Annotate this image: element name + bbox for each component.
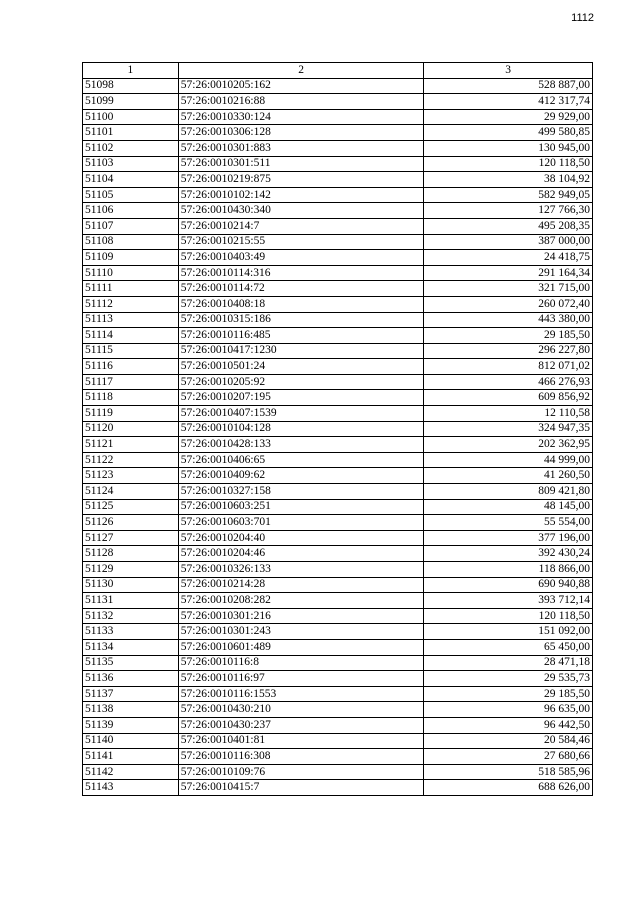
table-row	[83, 312, 593, 328]
value-cell: 202 362,95	[424, 437, 593, 453]
cadastral-number-cell: 57:26:0010205:92	[178, 374, 424, 390]
row-number-cell: 51142	[83, 764, 179, 780]
table-row	[83, 780, 593, 796]
cadastral-number-cell: 57:26:0010407:1539	[178, 406, 424, 422]
value-cell: 48 145,00	[424, 499, 593, 515]
value-cell: 96 442,50	[424, 717, 593, 733]
cadastral-number-cell: 57:26:0010116:485	[178, 328, 424, 344]
table-row	[83, 749, 593, 765]
value-cell: 609 856,92	[424, 390, 593, 406]
table-row	[83, 733, 593, 749]
value-cell: 495 208,35	[424, 218, 593, 234]
row-number-cell: 51128	[83, 546, 179, 562]
table-row	[83, 390, 593, 406]
table-row	[83, 764, 593, 780]
cadastral-number-cell: 57:26:0010205:162	[178, 78, 424, 94]
cadastral-number-cell: 57:26:0010104:128	[178, 421, 424, 437]
cadastral-number-cell: 57:26:0010417:1230	[178, 343, 424, 359]
table-row	[83, 484, 593, 500]
table-row	[83, 109, 593, 125]
row-number-cell: 51134	[83, 639, 179, 655]
row-number-cell: 51099	[83, 94, 179, 110]
cadastral-number-cell: 57:26:0010603:701	[178, 515, 424, 531]
table-row	[83, 281, 593, 297]
row-number-cell: 51143	[83, 780, 179, 796]
table-row	[83, 671, 593, 687]
table-header-row	[83, 63, 593, 79]
value-cell: 528 887,00	[424, 78, 593, 94]
row-number-cell: 51130	[83, 577, 179, 593]
value-cell: 393 712,14	[424, 593, 593, 609]
cadastral-number-cell: 57:26:0010326:133	[178, 562, 424, 578]
value-cell: 29 185,50	[424, 686, 593, 702]
table-row	[83, 296, 593, 312]
row-number-cell: 51127	[83, 530, 179, 546]
row-number-cell: 51102	[83, 140, 179, 156]
table-row	[83, 639, 593, 655]
value-cell: 27 680,66	[424, 749, 593, 765]
table-row	[83, 125, 593, 141]
cadastral-number-cell: 57:26:0010401:81	[178, 733, 424, 749]
value-cell: 41 260,50	[424, 468, 593, 484]
table-row	[83, 78, 593, 94]
table-row	[83, 140, 593, 156]
value-cell: 321 715,00	[424, 281, 593, 297]
table-row	[83, 265, 593, 281]
row-number-cell: 51124	[83, 484, 179, 500]
page-number: 1112	[571, 12, 594, 24]
row-number-cell: 51105	[83, 187, 179, 203]
cadastral-number-cell: 57:26:0010415:7	[178, 780, 424, 796]
table-body	[83, 78, 593, 795]
table-row	[83, 515, 593, 531]
value-cell: 120 118,50	[424, 608, 593, 624]
value-cell: 809 421,80	[424, 484, 593, 500]
value-cell: 118 866,00	[424, 562, 593, 578]
value-cell: 412 317,74	[424, 94, 593, 110]
table-row	[83, 203, 593, 219]
cadastral-number-cell: 57:26:0010406:65	[178, 452, 424, 468]
cadastral-number-cell: 57:26:0010306:128	[178, 125, 424, 141]
value-cell: 690 940,88	[424, 577, 593, 593]
cadastral-number-cell: 57:26:0010409:62	[178, 468, 424, 484]
cadastral-number-cell: 57:26:0010430:340	[178, 203, 424, 219]
table-row	[83, 437, 593, 453]
cadastral-number-cell: 57:26:0010204:46	[178, 546, 424, 562]
row-number-cell: 51103	[83, 156, 179, 172]
value-cell: 29 929,00	[424, 109, 593, 125]
value-cell: 151 092,00	[424, 624, 593, 640]
row-number-cell: 51129	[83, 562, 179, 578]
value-cell: 387 000,00	[424, 234, 593, 250]
table-row	[83, 234, 593, 250]
row-number-cell: 51098	[83, 78, 179, 94]
cadastral-number-cell: 57:26:0010408:18	[178, 296, 424, 312]
table-row	[83, 499, 593, 515]
row-number-cell: 51108	[83, 234, 179, 250]
cadastral-number-cell: 57:26:0010214:28	[178, 577, 424, 593]
row-number-cell: 51126	[83, 515, 179, 531]
cadastral-number-cell: 57:26:0010214:7	[178, 218, 424, 234]
row-number-cell: 51104	[83, 172, 179, 188]
value-cell: 466 276,93	[424, 374, 593, 390]
table-row	[83, 530, 593, 546]
row-number-cell: 51136	[83, 671, 179, 687]
row-number-cell: 51137	[83, 686, 179, 702]
value-cell: 260 072,40	[424, 296, 593, 312]
cadastral-number-cell: 57:26:0010116:8	[178, 655, 424, 671]
row-number-cell: 51133	[83, 624, 179, 640]
table-row	[83, 374, 593, 390]
row-number-cell: 51122	[83, 452, 179, 468]
row-number-cell: 51141	[83, 749, 179, 765]
row-number-cell: 51112	[83, 296, 179, 312]
cadastral-number-cell: 57:26:0010403:49	[178, 250, 424, 266]
table-row	[83, 468, 593, 484]
row-number-cell: 51114	[83, 328, 179, 344]
table-row	[83, 94, 593, 110]
table-row	[83, 624, 593, 640]
table-row	[83, 250, 593, 266]
value-cell: 324 947,35	[424, 421, 593, 437]
row-number-cell: 51135	[83, 655, 179, 671]
cadastral-number-cell: 57:26:0010114:316	[178, 265, 424, 281]
value-cell: 24 418,75	[424, 250, 593, 266]
value-cell: 28 471,18	[424, 655, 593, 671]
cadastral-number-cell: 57:26:0010116:97	[178, 671, 424, 687]
row-number-cell: 51118	[83, 390, 179, 406]
value-cell: 377 196,00	[424, 530, 593, 546]
column-header-3: 3	[424, 63, 593, 79]
cadastral-number-cell: 57:26:0010301:216	[178, 608, 424, 624]
cadastral-number-cell: 57:26:0010301:511	[178, 156, 424, 172]
table-row	[83, 546, 593, 562]
row-number-cell: 51123	[83, 468, 179, 484]
value-cell: 812 071,02	[424, 359, 593, 375]
row-number-cell: 51138	[83, 702, 179, 718]
value-cell: 443 380,00	[424, 312, 593, 328]
table-row	[83, 218, 593, 234]
row-number-cell: 51106	[83, 203, 179, 219]
value-cell: 44 999,00	[424, 452, 593, 468]
cadastral-number-cell: 57:26:0010114:72	[178, 281, 424, 297]
cadastral-number-cell: 57:26:0010109:76	[178, 764, 424, 780]
table-row	[83, 406, 593, 422]
table-row	[83, 452, 593, 468]
table-row	[83, 577, 593, 593]
table-row	[83, 343, 593, 359]
cadastral-number-cell: 57:26:0010601:489	[178, 639, 424, 655]
value-cell: 120 118,50	[424, 156, 593, 172]
table-row	[83, 702, 593, 718]
cadastral-number-cell: 57:26:0010301:243	[178, 624, 424, 640]
value-cell: 582 949,05	[424, 187, 593, 203]
value-cell: 127 766,30	[424, 203, 593, 219]
cadastral-number-cell: 57:26:0010501:24	[178, 359, 424, 375]
cadastral-number-cell: 57:26:0010216:88	[178, 94, 424, 110]
cadastral-number-cell: 57:26:0010204:40	[178, 530, 424, 546]
row-number-cell: 51115	[83, 343, 179, 359]
value-cell: 296 227,80	[424, 343, 593, 359]
row-number-cell: 51113	[83, 312, 179, 328]
cadastral-number-cell: 57:26:0010208:282	[178, 593, 424, 609]
cadastral-number-cell: 57:26:0010315:186	[178, 312, 424, 328]
column-header-2: 2	[178, 63, 424, 79]
row-number-cell: 51120	[83, 421, 179, 437]
row-number-cell: 51121	[83, 437, 179, 453]
cadastral-number-cell: 57:26:0010428:133	[178, 437, 424, 453]
table-row	[83, 655, 593, 671]
row-number-cell: 51132	[83, 608, 179, 624]
row-number-cell: 51140	[83, 733, 179, 749]
row-number-cell: 51109	[83, 250, 179, 266]
value-cell: 392 430,24	[424, 546, 593, 562]
cadastral-number-cell: 57:26:0010215:55	[178, 234, 424, 250]
row-number-cell: 51111	[83, 281, 179, 297]
table-row	[83, 187, 593, 203]
value-cell: 12 110,58	[424, 406, 593, 422]
table-row	[83, 328, 593, 344]
row-number-cell: 51139	[83, 717, 179, 733]
value-cell: 65 450,00	[424, 639, 593, 655]
cadastral-number-cell: 57:26:0010430:237	[178, 717, 424, 733]
value-cell: 688 626,00	[424, 780, 593, 796]
value-cell: 291 164,34	[424, 265, 593, 281]
value-cell: 96 635,00	[424, 702, 593, 718]
cadastral-number-cell: 57:26:0010219:875	[178, 172, 424, 188]
table-row	[83, 421, 593, 437]
row-number-cell: 51131	[83, 593, 179, 609]
row-number-cell: 51116	[83, 359, 179, 375]
table-row	[83, 359, 593, 375]
value-cell: 38 104,92	[424, 172, 593, 188]
column-header-1: 1	[83, 63, 179, 79]
row-number-cell: 51110	[83, 265, 179, 281]
value-cell: 29 535,73	[424, 671, 593, 687]
value-cell: 29 185,50	[424, 328, 593, 344]
cadastral-number-cell: 57:26:0010207:195	[178, 390, 424, 406]
cadastral-number-cell: 57:26:0010116:1553	[178, 686, 424, 702]
row-number-cell: 51119	[83, 406, 179, 422]
cadastral-number-cell: 57:26:0010330:124	[178, 109, 424, 125]
row-number-cell: 51101	[83, 125, 179, 141]
table-row	[83, 593, 593, 609]
row-number-cell: 51107	[83, 218, 179, 234]
table-row	[83, 717, 593, 733]
table-row	[83, 686, 593, 702]
table-row	[83, 562, 593, 578]
value-cell: 55 554,00	[424, 515, 593, 531]
cadastral-number-cell: 57:26:0010327:158	[178, 484, 424, 500]
value-cell: 130 945,00	[424, 140, 593, 156]
row-number-cell: 51125	[83, 499, 179, 515]
cadastral-number-cell: 57:26:0010603:251	[178, 499, 424, 515]
row-number-cell: 51117	[83, 374, 179, 390]
row-number-cell: 51100	[83, 109, 179, 125]
cadastral-number-cell: 57:26:0010301:883	[178, 140, 424, 156]
table-row	[83, 156, 593, 172]
cadastral-number-cell: 57:26:0010102:142	[178, 187, 424, 203]
table-row	[83, 172, 593, 188]
table-row	[83, 608, 593, 624]
cadastral-number-cell: 57:26:0010116:308	[178, 749, 424, 765]
registry-table	[82, 62, 593, 796]
value-cell: 20 584,46	[424, 733, 593, 749]
value-cell: 518 585,96	[424, 764, 593, 780]
value-cell: 499 580,85	[424, 125, 593, 141]
cadastral-number-cell: 57:26:0010430:210	[178, 702, 424, 718]
